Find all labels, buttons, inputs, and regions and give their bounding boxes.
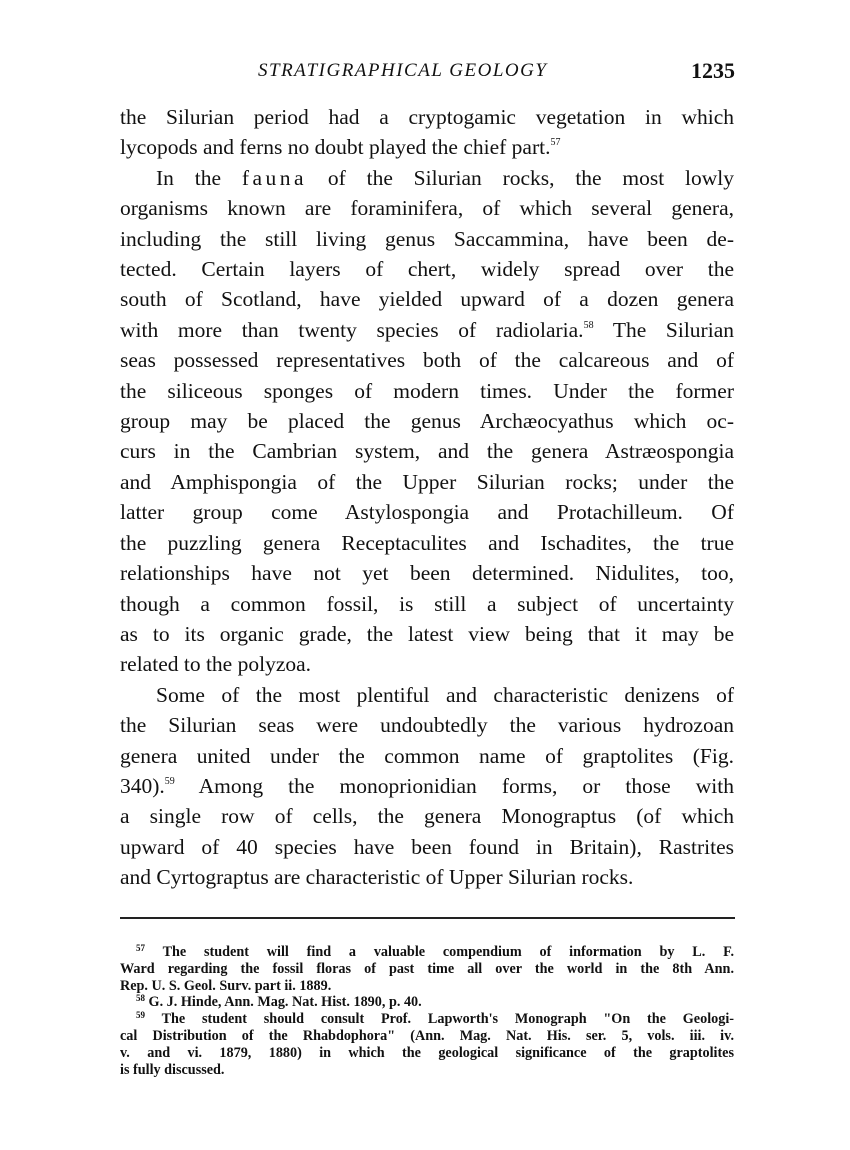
- paragraph: [120, 680, 734, 893]
- text-line: seas possessed representatives both of the calcareous and of: [120, 348, 734, 373]
- text-line-content: The Silurian: [612, 317, 734, 342]
- text-line: tected. Certain layers of chert, widely spread over the: [120, 257, 734, 282]
- footnote-text: G. J. Hinde, Ann. Mag. Nat. Hist. 1890, p. 40.: [148, 994, 422, 1011]
- running-head: [120, 60, 735, 90]
- text-line: though a common fossil, is still a subject of uncertainty: [120, 591, 734, 616]
- text-line: including the still living genus Saccammina, have been de-: [120, 226, 734, 251]
- footnote-line: Rep. U. S. Geol. Surv. part ii. 1889.: [120, 977, 332, 994]
- text-line: related to the polyzoa.: [120, 652, 312, 677]
- text-line: [120, 132, 734, 162]
- text-line: relationships have not yet been determined. Nidulites, too,: [120, 561, 734, 586]
- text-line: south of Scotland, have yielded upward of a dozen genera: [120, 287, 734, 312]
- footnote-mark: 58: [136, 993, 145, 1004]
- footnote-line: [120, 994, 734, 1011]
- footnote-ref: 58: [583, 319, 594, 331]
- text-line-content: lycopods and ferns no doubt played the chief part.: [120, 135, 551, 160]
- text-line: genera united under the common name of graptolites (Fig.: [120, 743, 734, 768]
- text-line: and Cyrtograptus are characteristic of Upper Silurian rocks.: [120, 865, 634, 890]
- text-line: and Amphispongia of the Upper Silurian rocks; under the: [120, 469, 734, 494]
- footnote-ref: 57: [550, 137, 561, 149]
- text-line: group may be placed the genus Archæocyathus which oc-: [120, 409, 734, 434]
- footnote-mark: 57: [136, 943, 145, 953]
- text-line-content: with more than twenty species of radiolaria.: [120, 317, 584, 342]
- text-line: latter group come Astylospongia and Protachilleum. Of: [120, 500, 734, 525]
- footnote-mark: 59: [136, 1010, 145, 1021]
- text-line: [120, 771, 734, 801]
- footnote-text: The student should consult Prof. Lapworth's Monograph "On the Geologi-: [161, 1011, 734, 1028]
- text-line: the siliceous sponges of modern times. Under the former: [120, 378, 734, 403]
- footnote-line: is fully discussed.: [120, 1061, 225, 1078]
- footnote-line: v. and vi. 1879, 1880) in which the geological significance of the graptolites: [120, 1044, 734, 1061]
- text-line-content: 340).: [120, 773, 165, 798]
- footnote-line: [120, 1011, 734, 1028]
- footnote-line: Ward regarding the fossil floras of past time all over the world in the 8th Ann.: [120, 960, 734, 977]
- paragraph: [120, 102, 734, 163]
- text-line: a single row of cells, the genera Monograptus (of which: [120, 804, 734, 829]
- footnote-text: The student will find a valuable compendium of information by L. F.: [162, 944, 734, 960]
- footnote-line: [120, 944, 734, 961]
- footnote: [120, 944, 734, 994]
- text-line: curs in the Cambrian system, and the genera Astræospongia: [120, 439, 734, 464]
- text-line: upward of 40 species have been found in Britain), Rastrites: [120, 834, 734, 859]
- emphasized-word: fauna: [241, 165, 308, 190]
- footnote: [120, 1011, 734, 1078]
- text-line: the Silurian period had a cryptogamic vegetation in which: [120, 105, 734, 129]
- paragraph: [120, 163, 734, 680]
- text-line: as to its organic grade, the latest view being that it may be: [120, 621, 734, 646]
- running-title: STRATIGRAPHICAL GEOLOGY: [258, 60, 548, 81]
- text-line: Some of the most plentiful and characteristic denizens of: [156, 682, 734, 707]
- footnote: [120, 994, 734, 1011]
- footnote-divider: [120, 917, 735, 919]
- text-line: the puzzling genera Receptaculites and Ischadites, the true: [120, 530, 734, 555]
- body-text: [120, 102, 734, 893]
- text-line-content: of the Silurian rocks, the most lowly: [327, 165, 734, 190]
- footnote-ref: 59: [164, 775, 175, 787]
- text-line: organisms known are foraminifera, of which several genera,: [120, 196, 734, 221]
- text-line: [120, 315, 734, 345]
- page-number: 1235: [691, 58, 735, 83]
- text-line: [120, 163, 734, 193]
- footnote-line: cal Distribution of the Rhabdophora" (Ann. Mag. Nat. His. ser. 5, vols. iii. iv.: [120, 1027, 734, 1044]
- footnotes: [120, 944, 734, 1078]
- text-line-content: In the: [156, 165, 221, 190]
- text-line: the Silurian seas were undoubtedly the various hydrozoan: [120, 713, 734, 738]
- text-line-content: Among the monoprionidian forms, or those with: [198, 773, 734, 798]
